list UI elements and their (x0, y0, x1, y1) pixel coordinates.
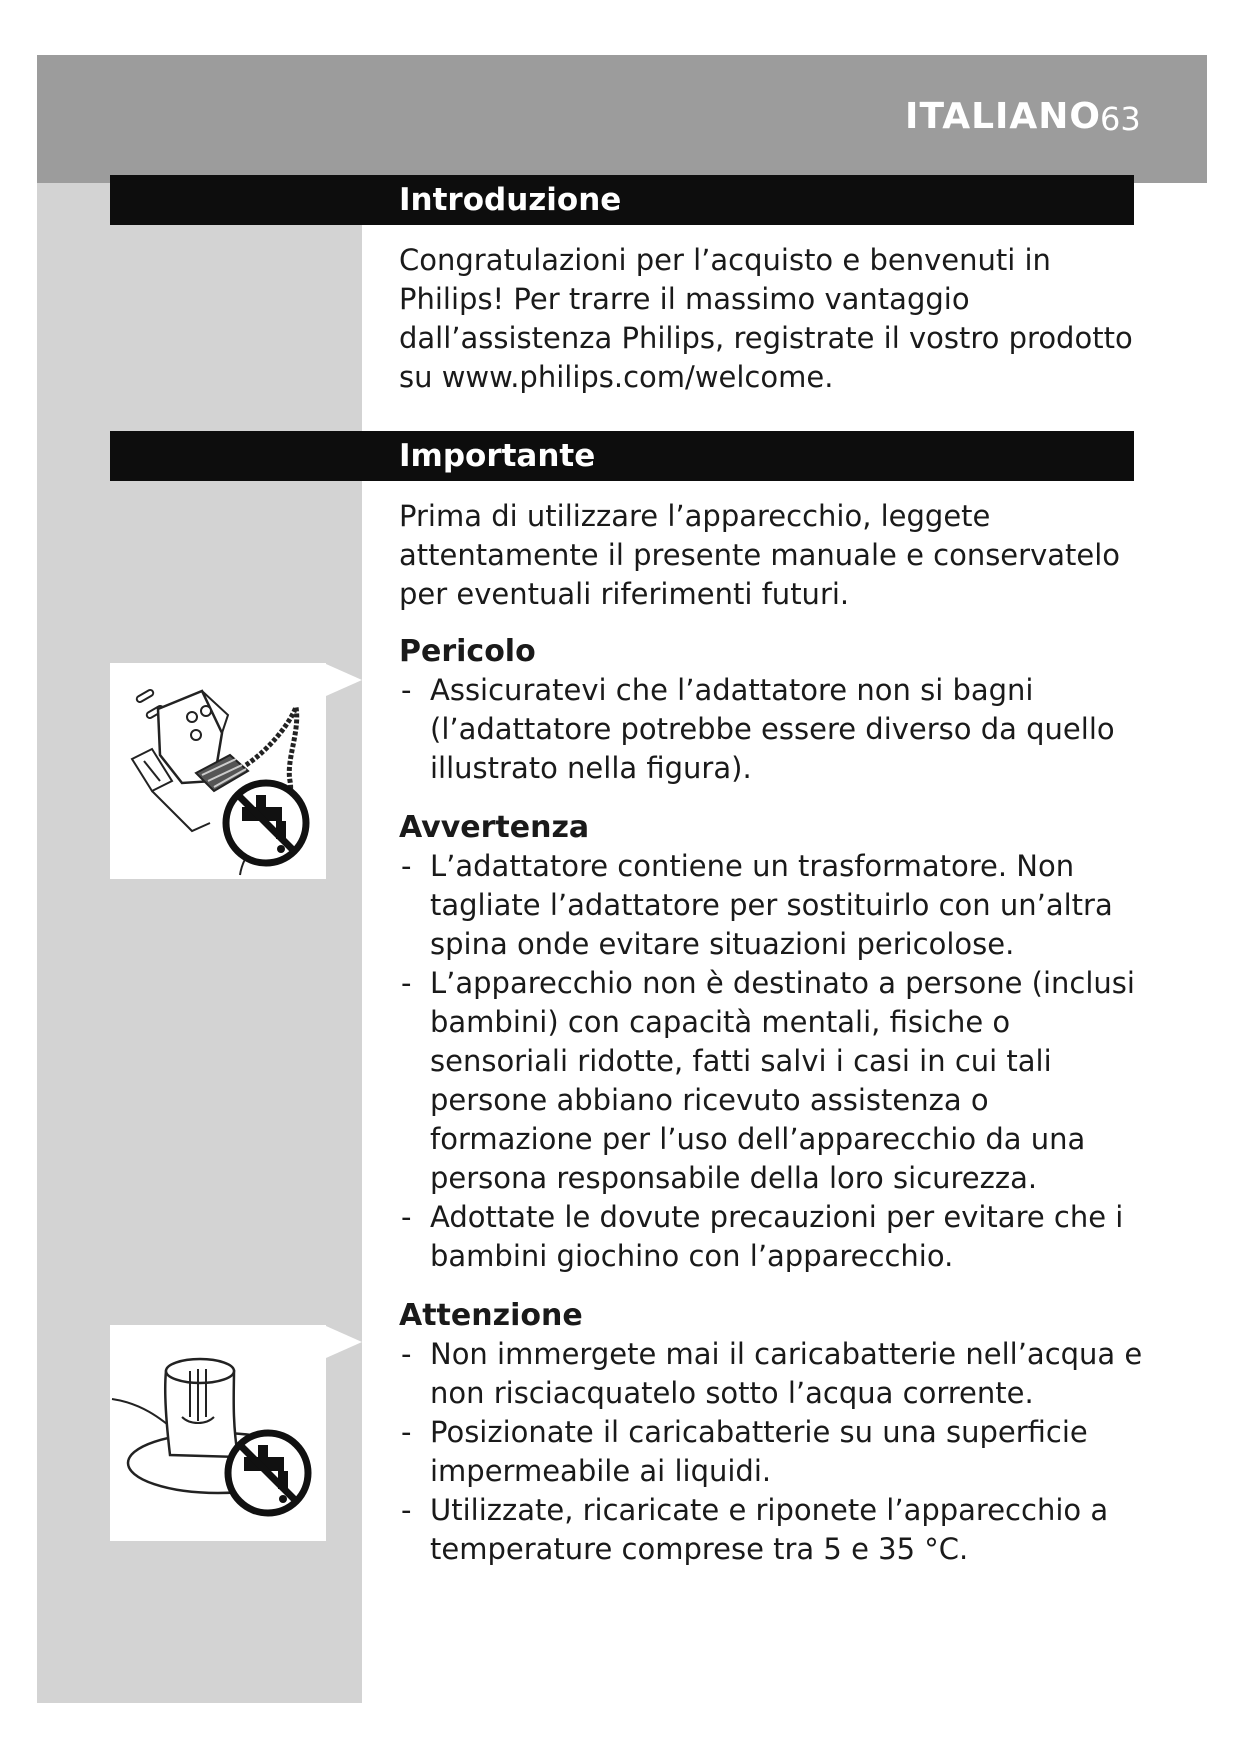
list-item: - L’apparecchio non è destinato a persone (inclusi bambini) con capacità mentali, fisiche o sensoriali ridotte, fatti salvi i casi in cui tali persone abbiano ricevuto assistenza o formazione per l’uso dell’apparecchio da una persona responsabile della loro sicurezza. (399, 964, 1144, 1198)
list-item: - Non immergete mai il caricabatterie nell’acqua e non risciacquatelo sotto l’acqua corrente. (399, 1335, 1144, 1413)
important-paragraph: Prima di utilizzare l’apparecchio, leggete attentamente il presente manuale e conservatelo per eventuali riferimenti futuri. (399, 499, 1121, 611)
list-item: - Posizionate il caricabatterie su una superficie impermeabile ai liquidi. (399, 1413, 1144, 1491)
adapter-illustration (110, 663, 326, 879)
list-item: - Adottate le dovute precauzioni per evitare che i bambini giochino con l’apparecchio. (399, 1198, 1144, 1276)
caution-list (399, 1335, 1144, 1569)
section-heading-intro: Introduzione (110, 175, 1134, 225)
illustration-pointer (326, 1326, 362, 1358)
section-heading-important: Importante (110, 431, 1134, 481)
intro-paragraph: Congratulazioni per l’acquisto e benvenuti in Philips! Per trarre il massimo vantaggio dall’assistenza Philips, registrate il vostro prodotto su www.philips.com/welcome. (399, 243, 1133, 394)
list-item: - L’adattatore contiene un trasformatore. Non tagliate l’adattatore per sostituirlo con un’altra spina onde evitare situazioni pericolose. (399, 847, 1144, 964)
danger-heading: Pericolo (399, 634, 536, 669)
list-item: - Utilizzate, ricaricate e riponete l’apparecchio a temperature comprese tra 5 e 35 °C. (399, 1491, 1144, 1569)
list-item: - Assicuratevi che l’adattatore non si bagni (l’adattatore potrebbe essere diverso da quello illustrato nella figura). (399, 671, 1144, 788)
warning-heading: Avvertenza (399, 810, 590, 845)
warning-list (399, 847, 1144, 1276)
adapter-no-water-icon (110, 663, 326, 879)
language-title: ITALIANO (905, 96, 1101, 137)
charger-no-water-icon (110, 1325, 326, 1541)
illustration-pointer (326, 664, 362, 696)
danger-list (399, 671, 1144, 788)
page-number: 63 (1100, 100, 1141, 138)
caution-heading: Attenzione (399, 1298, 583, 1333)
charger-illustration (110, 1325, 326, 1541)
